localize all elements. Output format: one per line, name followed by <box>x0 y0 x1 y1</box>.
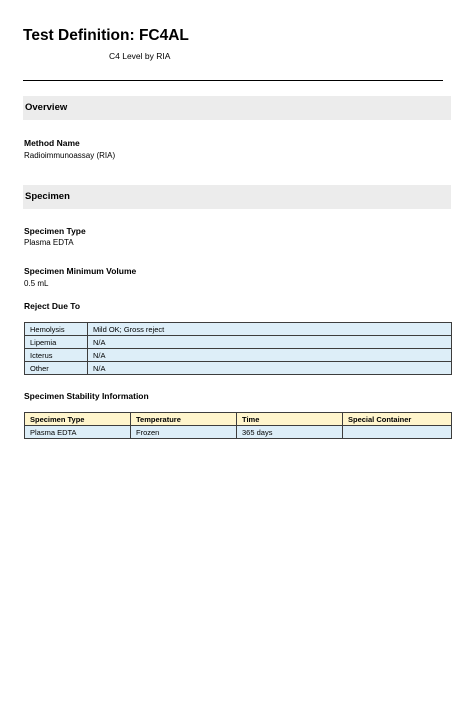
page-subtitle: C4 Level by RIA <box>109 51 171 61</box>
stability-time: 365 days <box>237 426 343 439</box>
specimen-min-volume-value: 0.5 mL <box>24 279 49 288</box>
table-row <box>25 323 452 336</box>
specimen-type-label: Specimen Type <box>24 226 86 236</box>
specimen-type-value: Plasma EDTA <box>24 238 74 247</box>
section-header-specimen-label: Specimen <box>25 191 70 202</box>
table-row <box>25 349 452 362</box>
reject-criterion: Lipemia <box>25 336 88 349</box>
column-header-temperature: Temperature <box>131 413 237 426</box>
table-header-row <box>25 413 452 426</box>
stability-special-container <box>343 426 452 439</box>
table-row <box>25 426 452 439</box>
method-name-value: Radioimmunoassay (RIA) <box>24 151 116 160</box>
page-title: Test Definition: FC4AL <box>23 27 189 44</box>
reject-criterion: Other <box>25 362 88 375</box>
reject-criterion: Icterus <box>25 349 88 362</box>
method-name-label: Method Name <box>24 138 80 148</box>
column-header-specimen-type: Specimen Type <box>25 413 131 426</box>
table-row <box>25 362 452 375</box>
title-divider <box>23 80 443 81</box>
reject-criterion-value: N/A <box>88 349 452 362</box>
stability-specimen-type: Plasma EDTA <box>25 426 131 439</box>
column-header-time: Time <box>237 413 343 426</box>
reject-due-to-label: Reject Due To <box>24 301 81 311</box>
reject-criterion: Hemolysis <box>25 323 88 336</box>
reject-criterion-value: Mild OK; Gross reject <box>88 323 452 336</box>
column-header-special-container: Special Container <box>343 413 452 426</box>
specimen-min-volume-label: Specimen Minimum Volume <box>24 266 137 276</box>
section-header-overview <box>23 96 451 120</box>
stability-temperature: Frozen <box>131 426 237 439</box>
table-row <box>25 336 452 349</box>
reject-criterion-value: N/A <box>88 362 452 375</box>
reject-criterion-value: N/A <box>88 336 452 349</box>
specimen-stability-label: Specimen Stability Information <box>24 391 149 401</box>
reject-table <box>24 322 452 375</box>
section-header-specimen <box>23 185 451 209</box>
stability-table <box>24 412 452 439</box>
section-header-overview-label: Overview <box>25 102 68 113</box>
